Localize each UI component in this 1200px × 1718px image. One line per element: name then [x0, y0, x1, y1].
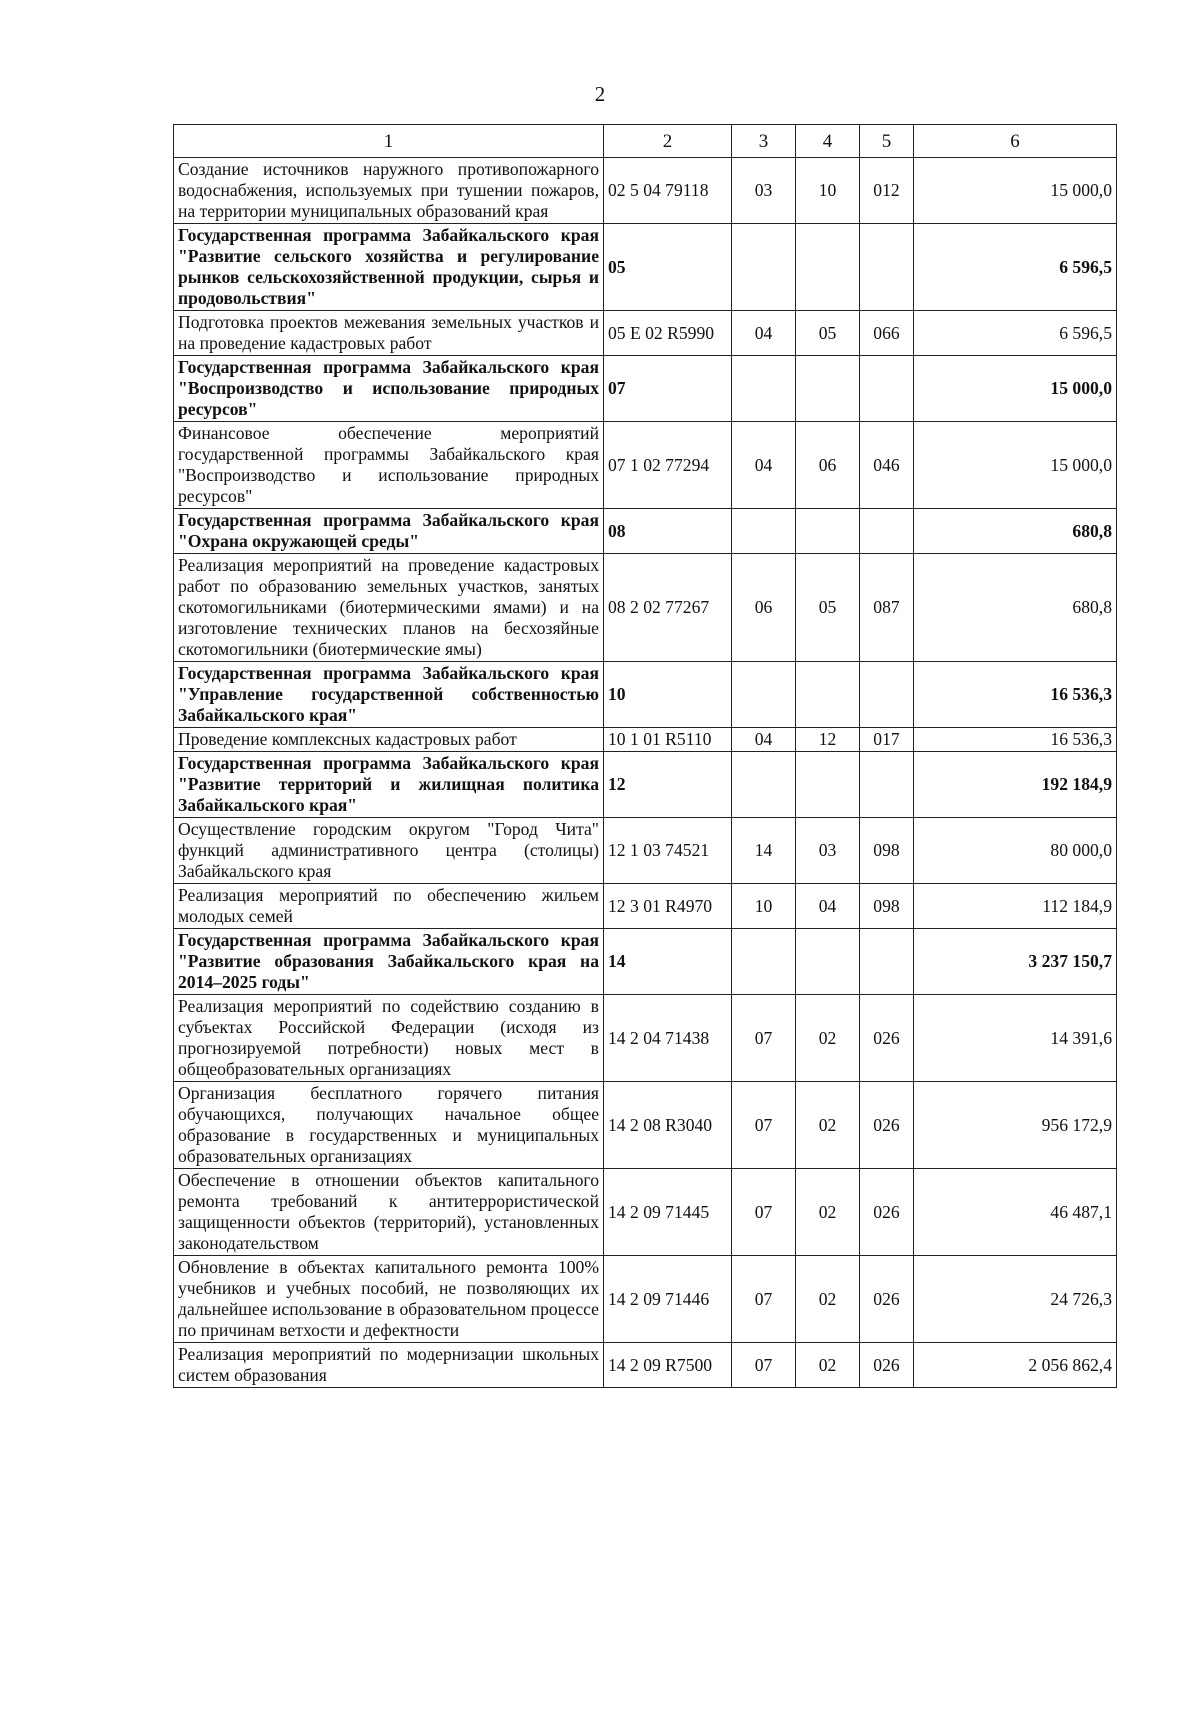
- row-subsection-cell: 02: [796, 1082, 860, 1169]
- row-code-cell: 07: [604, 356, 732, 422]
- table-row: [174, 422, 1117, 509]
- row-amount-cell: 680,8: [914, 554, 1117, 662]
- row-subsection-cell: 05: [796, 554, 860, 662]
- row-amount-cell: 3 237 150,7: [914, 929, 1117, 995]
- row-name-cell: Осуществление городским округом "Город Чита" функций административного центра (столицы) Забайкальского края: [174, 818, 604, 884]
- table-row: [174, 158, 1117, 224]
- row-subsection-cell: [796, 224, 860, 311]
- row-name-cell: Государственная программа Забайкальского края "Воспроизводство и использование природных ресурсов": [174, 356, 604, 422]
- row-name-cell: Создание источников наружного противопожарного водоснабжения, используемых при тушении пожаров, на территории муниципальных образований края: [174, 158, 604, 224]
- row-amount-cell: 24 726,3: [914, 1256, 1117, 1343]
- row-amount-cell: 680,8: [914, 509, 1117, 554]
- row-code-cell: 10 1 01 R5110: [604, 728, 732, 752]
- row-type-cell: 046: [860, 422, 914, 509]
- row-section-cell: 14: [732, 818, 796, 884]
- row-amount-cell: 15 000,0: [914, 422, 1117, 509]
- row-subsection-cell: 02: [796, 1169, 860, 1256]
- row-section-cell: [732, 662, 796, 728]
- row-amount-cell: 112 184,9: [914, 884, 1117, 929]
- row-amount-cell: 15 000,0: [914, 356, 1117, 422]
- row-section-cell: 07: [732, 1343, 796, 1388]
- row-section-cell: 10: [732, 884, 796, 929]
- column-header: 6: [914, 125, 1117, 158]
- row-name-cell: Государственная программа Забайкальского края "Развитие сельского хозяйства и регулирование рынков сельскохозяйственной продукции, сырья и продовольствия": [174, 224, 604, 311]
- row-section-cell: 04: [732, 311, 796, 356]
- row-subsection-cell: 12: [796, 728, 860, 752]
- row-type-cell: [860, 224, 914, 311]
- table-row: [174, 1082, 1117, 1169]
- row-code-cell: 14 2 09 71445: [604, 1169, 732, 1256]
- row-subsection-cell: 05: [796, 311, 860, 356]
- row-section-cell: 03: [732, 158, 796, 224]
- row-type-cell: 098: [860, 818, 914, 884]
- table-row: [174, 1169, 1117, 1256]
- row-type-cell: [860, 929, 914, 995]
- row-code-cell: 14 2 09 71446: [604, 1256, 732, 1343]
- row-section-cell: 04: [732, 422, 796, 509]
- row-section-cell: [732, 356, 796, 422]
- row-amount-cell: 6 596,5: [914, 224, 1117, 311]
- row-amount-cell: 2 056 862,4: [914, 1343, 1117, 1388]
- row-subsection-cell: 04: [796, 884, 860, 929]
- row-amount-cell: 6 596,5: [914, 311, 1117, 356]
- row-type-cell: [860, 509, 914, 554]
- row-name-cell: Государственная программа Забайкальского края "Развитие территорий и жилищная политика Забайкальского края": [174, 752, 604, 818]
- row-name-cell: Реализация мероприятий на проведение кадастровых работ по образованию земельных участков, занятых скотомогильниками (биотермическими ямами) и на изготовление технических планов на бесхозяйные скотомогильники (биотермические ямы): [174, 554, 604, 662]
- row-amount-cell: 46 487,1: [914, 1169, 1117, 1256]
- program-row: [174, 929, 1117, 995]
- program-row: [174, 752, 1117, 818]
- table-body: [174, 158, 1117, 1388]
- row-subsection-cell: 02: [796, 995, 860, 1082]
- row-code-cell: 08 2 02 77267: [604, 554, 732, 662]
- row-subsection-cell: 02: [796, 1256, 860, 1343]
- row-amount-cell: 14 391,6: [914, 995, 1117, 1082]
- program-row: [174, 356, 1117, 422]
- row-name-cell: Реализация мероприятий по модернизации школьных систем образования: [174, 1343, 604, 1388]
- row-amount-cell: 16 536,3: [914, 662, 1117, 728]
- row-subsection-cell: 03: [796, 818, 860, 884]
- table-header-row: [174, 125, 1117, 158]
- table-row: [174, 884, 1117, 929]
- row-type-cell: 017: [860, 728, 914, 752]
- row-type-cell: 026: [860, 1256, 914, 1343]
- row-type-cell: 026: [860, 1082, 914, 1169]
- row-code-cell: 14 2 04 71438: [604, 995, 732, 1082]
- row-name-cell: Финансовое обеспечение мероприятий государственной программы Забайкальского края "Воспроизводство и использование природных ресурсов": [174, 422, 604, 509]
- row-subsection-cell: 10: [796, 158, 860, 224]
- row-amount-cell: 192 184,9: [914, 752, 1117, 818]
- row-type-cell: [860, 662, 914, 728]
- column-header: 1: [174, 125, 604, 158]
- row-section-cell: [732, 224, 796, 311]
- row-name-cell: Обновление в объектах капитального ремонта 100% учебников и учебных пособий, не позволяющих их дальнейшее использование в образовательном процессе по причинам ветхости и дефектности: [174, 1256, 604, 1343]
- page-number: 2: [594, 82, 606, 106]
- table-row: [174, 995, 1117, 1082]
- table-row: [174, 1256, 1117, 1343]
- row-code-cell: 14 2 08 R3040: [604, 1082, 732, 1169]
- table-row: [174, 818, 1117, 884]
- row-type-cell: 087: [860, 554, 914, 662]
- row-amount-cell: 956 172,9: [914, 1082, 1117, 1169]
- row-code-cell: 07 1 02 77294: [604, 422, 732, 509]
- row-type-cell: 026: [860, 1169, 914, 1256]
- column-header: 5: [860, 125, 914, 158]
- row-name-cell: Государственная программа Забайкальского края "Развитие образования Забайкальского края на 2014–2025 годы": [174, 929, 604, 995]
- row-code-cell: 08: [604, 509, 732, 554]
- row-subsection-cell: [796, 929, 860, 995]
- row-code-cell: 05 Е 02 R5990: [604, 311, 732, 356]
- row-type-cell: [860, 356, 914, 422]
- row-section-cell: [732, 509, 796, 554]
- row-code-cell: 12: [604, 752, 732, 818]
- row-section-cell: 04: [732, 728, 796, 752]
- row-amount-cell: 16 536,3: [914, 728, 1117, 752]
- program-row: [174, 224, 1117, 311]
- row-name-cell: Государственная программа Забайкальского края "Охрана окружающей среды": [174, 509, 604, 554]
- row-section-cell: 07: [732, 1256, 796, 1343]
- program-row: [174, 662, 1117, 728]
- row-section-cell: 07: [732, 1082, 796, 1169]
- row-code-cell: 12 3 01 R4970: [604, 884, 732, 929]
- row-name-cell: Обеспечение в отношении объектов капитального ремонта требований к антитеррористической защищенности объектов (территорий), установленных законодательством: [174, 1169, 604, 1256]
- table-row: [174, 311, 1117, 356]
- row-type-cell: [860, 752, 914, 818]
- row-subsection-cell: 02: [796, 1343, 860, 1388]
- table-row: [174, 728, 1117, 752]
- row-subsection-cell: [796, 356, 860, 422]
- row-amount-cell: 15 000,0: [914, 158, 1117, 224]
- row-subsection-cell: [796, 752, 860, 818]
- row-code-cell: 14 2 09 R7500: [604, 1343, 732, 1388]
- row-code-cell: 05: [604, 224, 732, 311]
- row-section-cell: [732, 752, 796, 818]
- row-subsection-cell: [796, 509, 860, 554]
- row-name-cell: Реализация мероприятий по обеспечению жильем молодых семей: [174, 884, 604, 929]
- row-subsection-cell: 06: [796, 422, 860, 509]
- row-subsection-cell: [796, 662, 860, 728]
- row-type-cell: 012: [860, 158, 914, 224]
- row-name-cell: Подготовка проектов межевания земельных участков и на проведение кадастровых работ: [174, 311, 604, 356]
- row-section-cell: 06: [732, 554, 796, 662]
- row-type-cell: 026: [860, 1343, 914, 1388]
- row-section-cell: 07: [732, 995, 796, 1082]
- row-code-cell: 10: [604, 662, 732, 728]
- table-row: [174, 554, 1117, 662]
- row-name-cell: Организация бесплатного горячего питания обучающихся, получающих начальное общее образование в государственных и муниципальных образовательных организациях: [174, 1082, 604, 1169]
- row-name-cell: Государственная программа Забайкальского края "Управление государственной собственностью Забайкальского края": [174, 662, 604, 728]
- column-header: 2: [604, 125, 732, 158]
- row-type-cell: 098: [860, 884, 914, 929]
- column-header: 4: [796, 125, 860, 158]
- column-header: 3: [732, 125, 796, 158]
- row-name-cell: Реализация мероприятий по содействию созданию в субъектах Российской Федерации (исходя из прогнозируемой потребности) новых мест в общеобразовательных организациях: [174, 995, 604, 1082]
- row-type-cell: 066: [860, 311, 914, 356]
- row-name-cell: Проведение комплексных кадастровых работ: [174, 728, 604, 752]
- row-amount-cell: 80 000,0: [914, 818, 1117, 884]
- row-section-cell: 07: [732, 1169, 796, 1256]
- row-type-cell: 026: [860, 995, 914, 1082]
- program-row: [174, 509, 1117, 554]
- row-code-cell: 14: [604, 929, 732, 995]
- row-code-cell: 02 5 04 79118: [604, 158, 732, 224]
- table-row: [174, 1343, 1117, 1388]
- budget-table: [173, 124, 1117, 1388]
- row-code-cell: 12 1 03 74521: [604, 818, 732, 884]
- row-section-cell: [732, 929, 796, 995]
